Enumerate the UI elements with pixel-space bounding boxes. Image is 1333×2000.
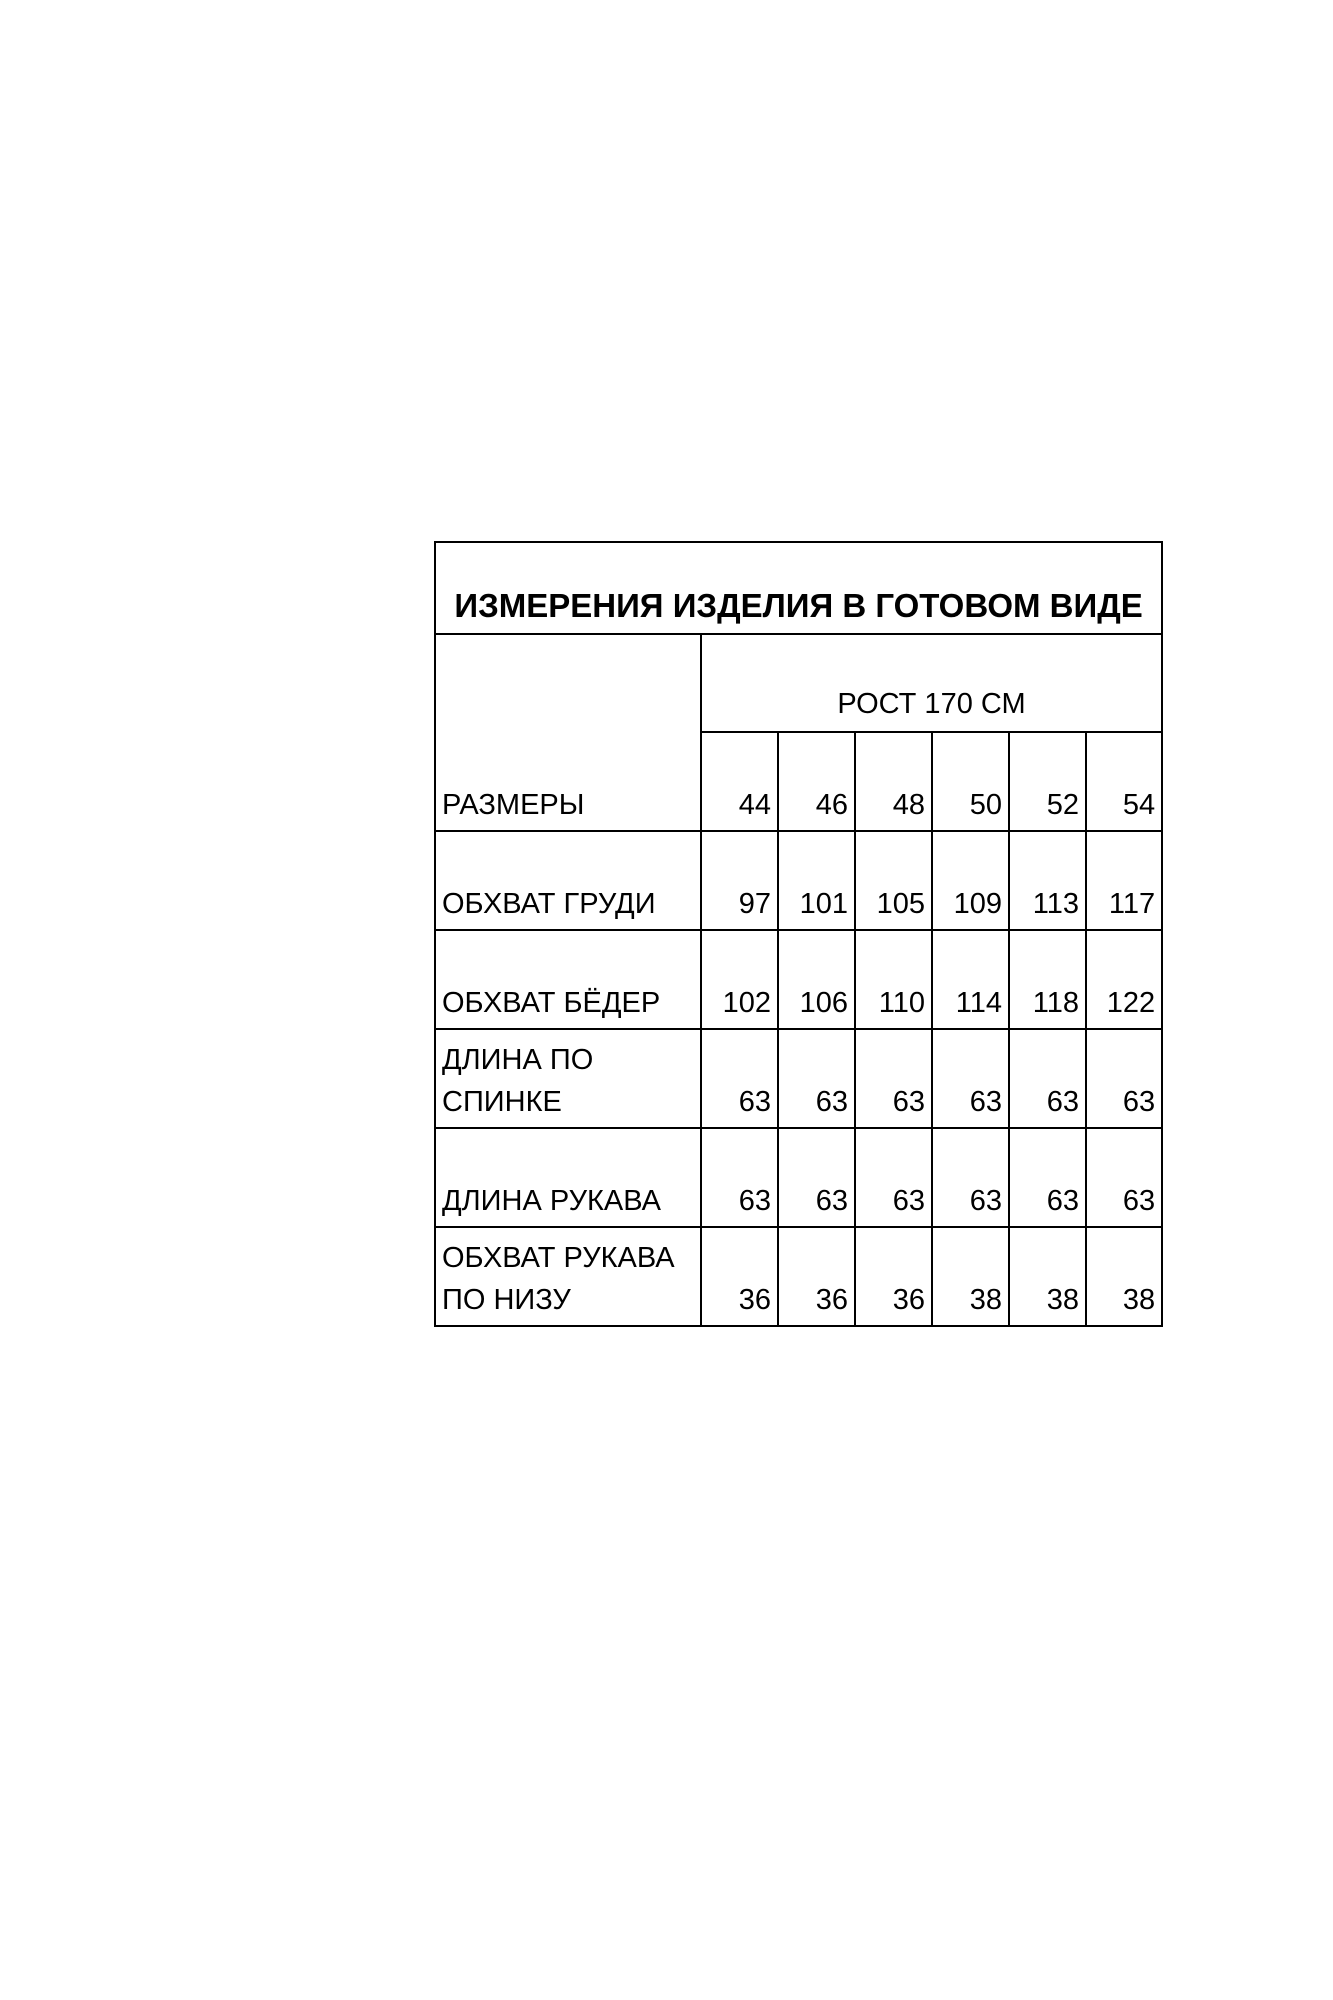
value-cell: 114	[932, 930, 1009, 1029]
table-row	[435, 831, 1162, 930]
value-cell: 63	[701, 1029, 778, 1128]
value-cell: 36	[855, 1227, 932, 1326]
table-row	[435, 930, 1162, 1029]
row-label	[435, 930, 701, 1029]
row-label-line: ДЛИНА ПО	[442, 1044, 594, 1076]
value-cell: 97	[701, 831, 778, 930]
value-cell: 63	[1086, 1029, 1162, 1128]
value-cell: 102	[701, 930, 778, 1029]
row-label-line: ОБХВАТ РУКАВА	[442, 1242, 675, 1274]
sizes-label: РАЗМЕРЫ	[435, 634, 701, 831]
value-cell: 63	[1009, 1128, 1086, 1227]
size-cell: 52	[1009, 732, 1086, 831]
value-cell: 63	[778, 1128, 855, 1227]
title-row	[435, 542, 1162, 634]
table-row	[435, 1227, 1162, 1326]
value-cell: 38	[932, 1227, 1009, 1326]
measurements-table	[434, 541, 1163, 1327]
row-label	[435, 1227, 701, 1326]
value-cell: 63	[778, 1029, 855, 1128]
value-cell: 63	[932, 1128, 1009, 1227]
size-cell: 46	[778, 732, 855, 831]
value-cell: 105	[855, 831, 932, 930]
value-cell: 117	[1086, 831, 1162, 930]
row-label-line: ДЛИНА РУКАВА	[442, 1185, 661, 1217]
row-label-line: ОБХВАТ БЁДЕР	[442, 987, 661, 1019]
row-label-line: СПИНКЕ	[442, 1086, 562, 1118]
value-cell: 38	[1086, 1227, 1162, 1326]
value-cell: 63	[855, 1128, 932, 1227]
height-row	[435, 634, 1162, 732]
value-cell: 110	[855, 930, 932, 1029]
value-cell: 38	[1009, 1227, 1086, 1326]
value-cell: 113	[1009, 831, 1086, 930]
value-cell: 63	[1009, 1029, 1086, 1128]
value-cell: 122	[1086, 930, 1162, 1029]
value-cell: 36	[701, 1227, 778, 1326]
row-label	[435, 831, 701, 930]
value-cell: 63	[701, 1128, 778, 1227]
height-label: РОСТ 170 СМ	[701, 634, 1162, 732]
size-cell: 50	[932, 732, 1009, 831]
value-cell: 118	[1009, 930, 1086, 1029]
table-title: ИЗМЕРЕНИЯ ИЗДЕЛИЯ В ГОТОВОМ ВИДЕ	[435, 542, 1162, 634]
row-label-line: ОБХВАТ ГРУДИ	[442, 888, 656, 920]
size-cell: 44	[701, 732, 778, 831]
value-cell: 63	[855, 1029, 932, 1128]
value-cell: 63	[932, 1029, 1009, 1128]
table-row	[435, 1029, 1162, 1128]
value-cell: 106	[778, 930, 855, 1029]
value-cell: 36	[778, 1227, 855, 1326]
row-label-line: ПО НИЗУ	[442, 1284, 571, 1316]
table-row	[435, 1128, 1162, 1227]
value-cell: 101	[778, 831, 855, 930]
size-cell: 54	[1086, 732, 1162, 831]
row-label	[435, 1128, 701, 1227]
size-cell: 48	[855, 732, 932, 831]
value-cell: 109	[932, 831, 1009, 930]
row-label	[435, 1029, 701, 1128]
value-cell: 63	[1086, 1128, 1162, 1227]
